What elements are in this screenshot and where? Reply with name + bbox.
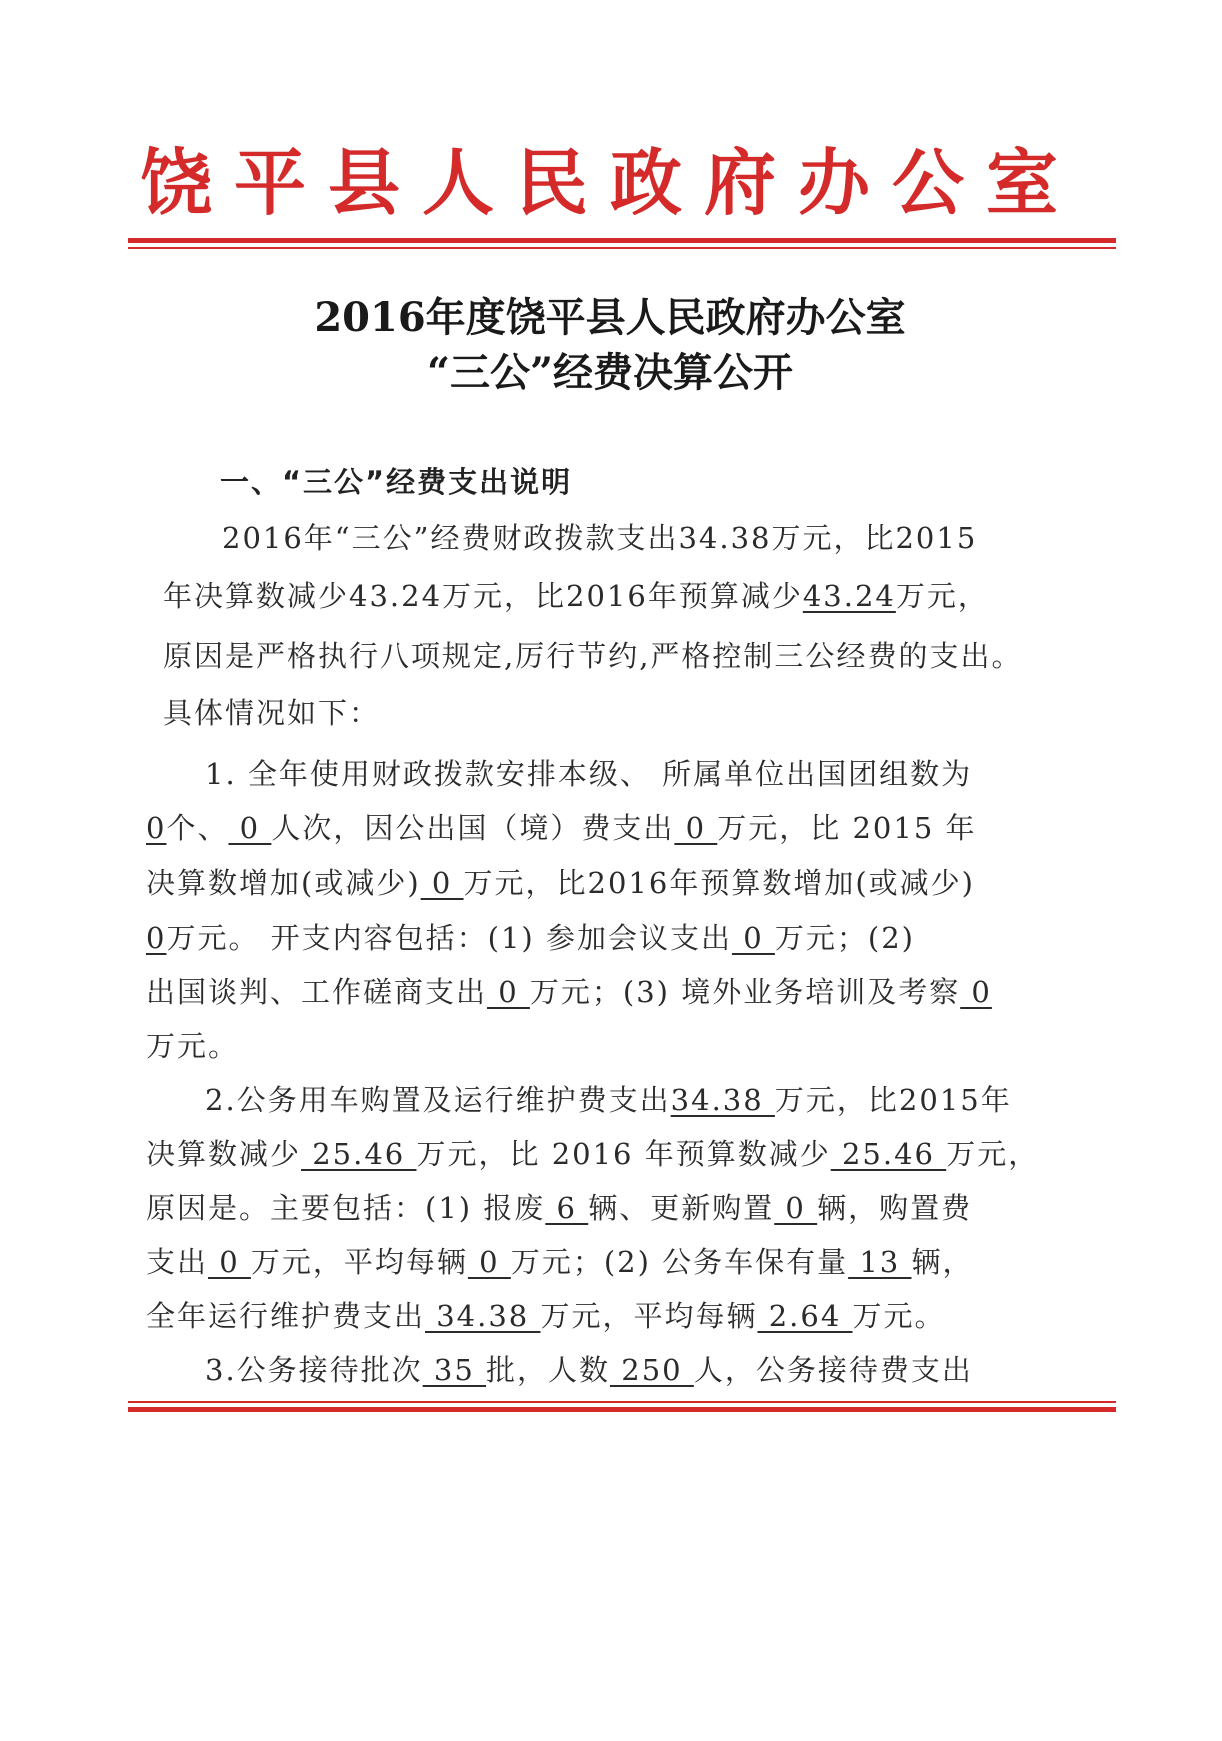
filled-value: 0	[674, 811, 718, 845]
text: 万元，	[946, 1137, 1040, 1171]
item2-line-3	[146, 1188, 972, 1228]
footer-rule-thick	[128, 1407, 1116, 1412]
item2-line-4	[146, 1242, 973, 1282]
filled-value: 0	[467, 1245, 511, 1279]
filled-value: 2.64	[757, 1299, 853, 1333]
text: 万元，比 2016 年预算数减少	[416, 1137, 831, 1171]
intro-line-3	[163, 636, 1022, 676]
filled-value: 25.46	[830, 1137, 947, 1171]
org-masthead: 饶平县人民政府办公室	[139, 141, 1080, 225]
filled-value: 0	[228, 811, 272, 845]
text: 批，人数	[486, 1353, 611, 1387]
item1-line-1	[205, 754, 972, 794]
filled-value: 0	[146, 811, 167, 845]
doc-title-line2: “三公”经费决算公开	[426, 349, 793, 396]
filled-value: 13	[848, 1245, 912, 1279]
filled-value: 0	[731, 921, 775, 955]
item2-line-2	[146, 1134, 1039, 1174]
text: 人，公务接待费支出	[693, 1353, 973, 1387]
text: 决算数减少	[146, 1137, 302, 1171]
filled-value: 0	[487, 975, 530, 1009]
text: 万元，比2015年	[774, 1083, 1012, 1117]
filled-value: 6	[545, 1191, 589, 1225]
footer-rule-thin	[128, 1401, 1116, 1403]
filled-value: 34.38	[425, 1299, 541, 1333]
item1-line-5	[146, 972, 992, 1012]
text: 万元；(3) 境外业务培训及考察	[529, 975, 961, 1009]
text: 出国谈判、工作磋商支出	[146, 975, 488, 1009]
filled-value: 0	[208, 1245, 251, 1279]
text: 万元，	[895, 579, 989, 613]
text: 2.公务用车购置及运行维护费支出	[205, 1083, 671, 1117]
item1-line-2	[146, 808, 977, 848]
text: 万元，平均每辆	[250, 1245, 468, 1279]
text: 原因是严格执行八项规定,厉行节约,严格控制三公经费的支出。	[163, 639, 1023, 673]
filled-value: 35	[422, 1353, 487, 1387]
text: 全年运行维护费支出	[146, 1299, 426, 1333]
item2-line-5	[146, 1296, 946, 1336]
section-heading: 一、“三公”经费支出说明	[220, 465, 573, 499]
filled-value: 25.46	[301, 1137, 417, 1171]
filled-value: 0	[420, 866, 464, 900]
text: 万元；(2) 公务车保有量	[510, 1245, 849, 1279]
text: 具体情况如下：	[163, 696, 381, 730]
text: 万元。	[146, 1029, 240, 1063]
header-rule-thick	[128, 238, 1116, 243]
doc-title-line1: 2016年度饶平县人民政府办公室	[314, 294, 906, 341]
text: 万元，比2016年预算数增加(或减少)	[463, 866, 975, 900]
intro-line-2	[163, 576, 989, 616]
filled-value: 34.38	[670, 1083, 775, 1117]
item2-line-1	[205, 1080, 1012, 1120]
text: 原因是。主要包括：(1) 报废	[146, 1191, 546, 1225]
text: 1. 全年使用财政拨款安排本级、 所属单位出国团组数为	[205, 757, 973, 791]
item1-line-6	[146, 1026, 239, 1066]
intro-line-4	[163, 693, 380, 733]
text: 万元；(2)	[774, 921, 915, 955]
filled-value: 43.24	[802, 579, 896, 613]
filled-value: 250	[610, 1353, 694, 1387]
text: 万元，平均每辆	[540, 1299, 758, 1333]
text: 个、	[166, 811, 229, 845]
text: 决算数增加(或减少)	[146, 866, 421, 900]
text: 支出	[146, 1245, 209, 1279]
item3-line-1	[205, 1350, 973, 1390]
intro-line-1	[222, 518, 977, 558]
text: 辆，购置费	[817, 1191, 973, 1225]
text: 万元。	[852, 1299, 946, 1333]
filled-value: 0	[960, 975, 992, 1009]
filled-value: 0	[146, 921, 167, 955]
item1-line-4	[146, 918, 915, 958]
text: 万元。 开支内容包括：(1) 参加会议支出	[166, 921, 732, 955]
text: 辆，	[911, 1245, 974, 1279]
text: 2016年“三公”经费财政拨款支出34.38万元，比2015	[222, 521, 978, 555]
filled-value: 0	[774, 1191, 818, 1225]
text: 年决算数减少43.24万元，比2016年预算减少	[163, 579, 803, 613]
text: 万元，比 2015 年	[717, 811, 977, 845]
item1-line-3	[146, 863, 975, 903]
text: 人次，因公出国（境）费支出	[271, 811, 675, 845]
text: 3.公务接待批次	[205, 1353, 423, 1387]
header-rule-thin	[128, 247, 1116, 249]
text: 辆、更新购置	[588, 1191, 775, 1225]
